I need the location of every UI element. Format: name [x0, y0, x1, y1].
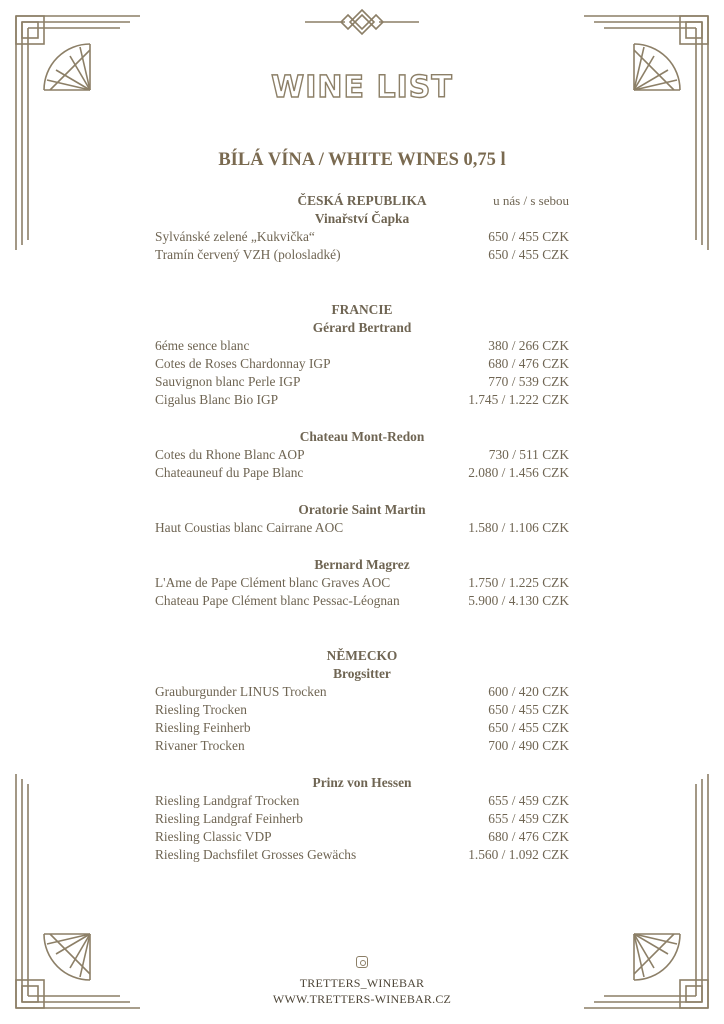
- price-column-note: u nás / s sebou: [493, 193, 569, 208]
- wine-name: Chateau Pape Clément blanc Pessac-Léognan: [155, 593, 400, 608]
- wine-name: Riesling Classic VDP: [155, 829, 272, 844]
- wine-name: 6éme sence blanc: [155, 338, 250, 353]
- producer-heading: Bernard Magrez: [314, 557, 410, 572]
- wine-name: Riesling Dachsfilet Grosses Gewächs: [155, 847, 357, 862]
- wine-price: 700 / 490 CZK: [488, 738, 569, 753]
- producer-heading: Vinařství Čapka: [314, 211, 410, 226]
- country-heading: ČESKÁ REPUBLIKA: [297, 193, 427, 208]
- wine-price: 650 / 455 CZK: [488, 702, 569, 717]
- website-link[interactable]: WWW.TRETTERS-WINEBAR.CZ: [272, 992, 452, 1006]
- wine-name: Riesling Landgraf Trocken: [155, 793, 300, 808]
- wine-name: Chateauneuf du Pape Blanc: [155, 465, 304, 480]
- wine-name: Sauvignon blanc Perle IGP: [155, 374, 301, 389]
- wine-name: Haut Coustias blanc Cairrane AOC: [155, 520, 344, 535]
- wine-price: 655 / 459 CZK: [488, 811, 569, 826]
- top-ornament: [305, 10, 419, 34]
- wine-price: 1.750 / 1.225 CZK: [468, 575, 569, 590]
- wine-name: L'Ame de Pape Clément blanc Graves AOC: [155, 575, 391, 590]
- wine-price: 1.560 / 1.092 CZK: [468, 847, 569, 862]
- wine-price: 730 / 511 CZK: [488, 447, 569, 462]
- producer-heading: Gérard Bertrand: [312, 320, 412, 335]
- wine-price: 2.080 / 1.456 CZK: [468, 465, 569, 480]
- wine-price: 770 / 539 CZK: [488, 374, 569, 389]
- wine-name: Grauburgunder LINUS Trocken: [155, 684, 327, 699]
- producer-heading: Prinz von Hessen: [312, 775, 412, 790]
- wine-name: Cotes de Roses Chardonnay IGP: [155, 356, 331, 371]
- wine-price: 680 / 476 CZK: [488, 829, 569, 844]
- wine-price: 380 / 266 CZK: [488, 338, 569, 353]
- instagram-icon[interactable]: [356, 956, 368, 968]
- producer-heading: Chateau Mont-Redon: [299, 429, 425, 444]
- wine-name: Sylvánské zelené „Kukvička“: [155, 229, 315, 244]
- wine-price: 5.900 / 4.130 CZK: [468, 593, 569, 608]
- wine-name: Cigalus Blanc Bio IGP: [155, 392, 279, 407]
- corner-top-right: [584, 16, 708, 250]
- page-title: WINE LIST: [271, 70, 453, 105]
- wine-price: 650 / 455 CZK: [488, 247, 569, 262]
- producer-heading: Brogsitter: [333, 666, 391, 681]
- wine-name: Rivaner Trocken: [155, 738, 245, 753]
- wine-price: 650 / 455 CZK: [488, 720, 569, 735]
- producer-heading: Oratorie Saint Martin: [298, 502, 426, 517]
- wine-price: 1.745 / 1.222 CZK: [468, 392, 569, 407]
- corner-top-left: [16, 16, 140, 250]
- wine-price: 600 / 420 CZK: [488, 684, 569, 699]
- wine-name: Cotes du Rhone Blanc AOP: [155, 447, 305, 462]
- wine-name: Riesling Feinherb: [155, 720, 251, 735]
- country-heading: NĚMECKO: [326, 648, 398, 663]
- wine-price: 655 / 459 CZK: [488, 793, 569, 808]
- instagram-handle[interactable]: TRETTERS_WINEBAR: [299, 976, 425, 990]
- section-title: BÍLÁ VÍNA / WHITE WINES 0,75 l: [218, 150, 506, 170]
- wine-name: Tramín červený VZH (polosladké): [155, 247, 341, 262]
- wine-name: Riesling Trocken: [155, 702, 247, 717]
- corner-bottom-left: [16, 774, 140, 1008]
- wine-price: 1.580 / 1.106 CZK: [468, 520, 569, 535]
- wine-name: Riesling Landgraf Feinherb: [155, 811, 304, 826]
- wine-price: 650 / 455 CZK: [488, 229, 569, 244]
- country-heading: FRANCIE: [331, 302, 393, 317]
- wine-price: 680 / 476 CZK: [488, 356, 569, 371]
- corner-bottom-right: [584, 774, 708, 1008]
